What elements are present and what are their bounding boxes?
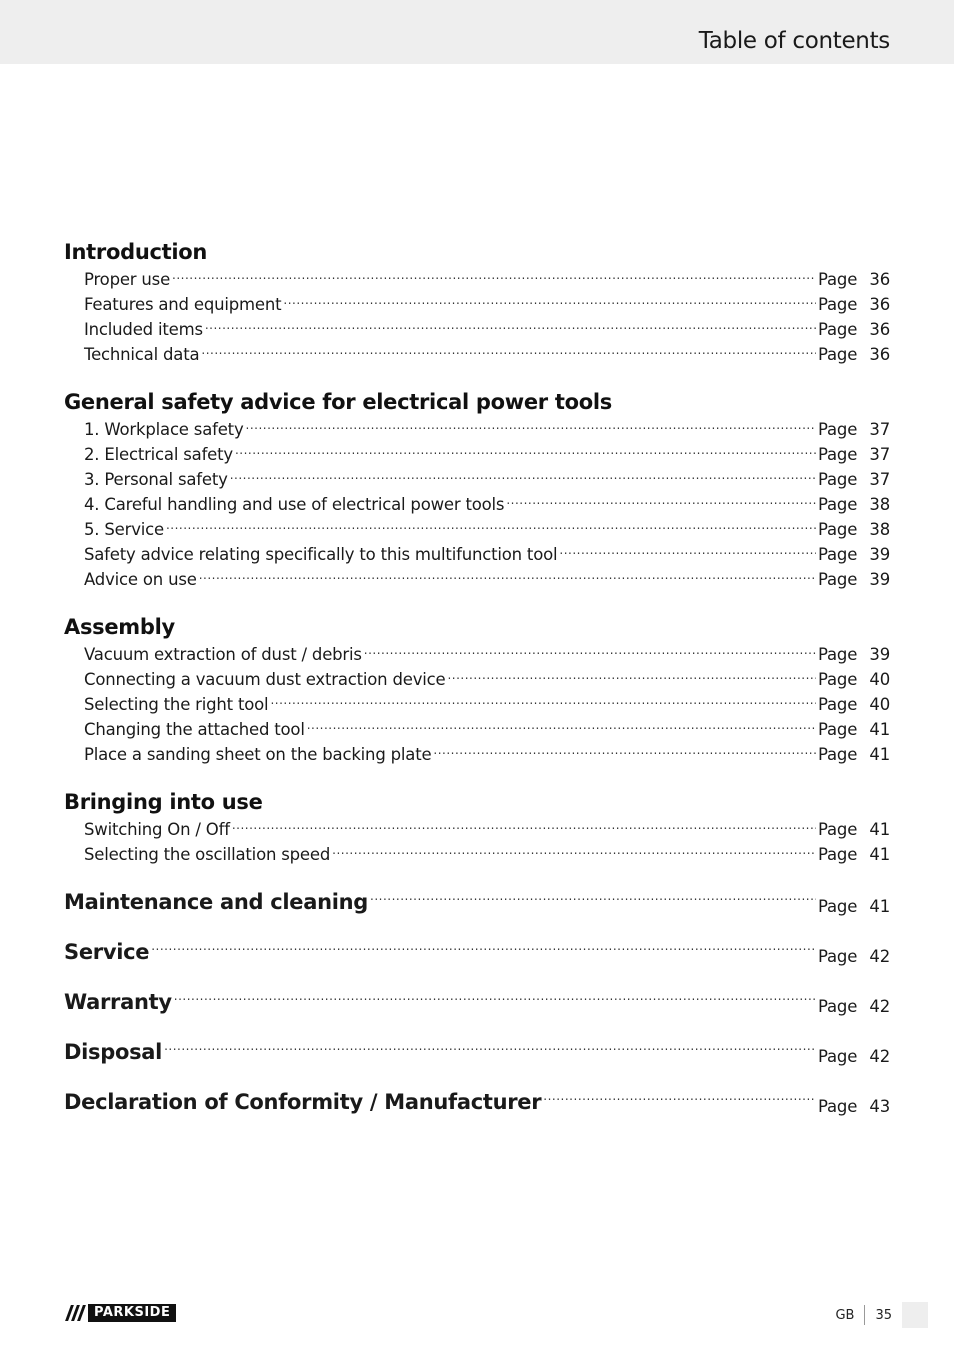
page-number: 41 [869,720,890,739]
dot-leader [283,288,816,313]
dot-leader [543,1081,816,1111]
page-number: 42 [869,947,890,966]
dot-leader [172,263,816,288]
page-word: Page [818,495,858,514]
dot-leader [364,638,816,663]
dot-leader [201,338,816,363]
page-number: 36 [869,345,890,364]
toc-entry[interactable] [64,987,890,1017]
page-number: 38 [869,520,890,539]
entry-label: Changing the attached tool [84,720,305,739]
dot-leader [230,463,816,488]
page-ref [818,944,890,969]
page-number: 42 [869,997,890,1016]
page-ref [818,817,890,842]
page-ref [818,467,890,492]
page-number: 39 [869,570,890,589]
page-number: 42 [869,1047,890,1066]
page-word: Page [818,670,858,689]
dot-leader [232,813,816,838]
page-number: 37 [869,445,890,464]
section-title: Bringing into use [64,790,263,814]
page-number: 36 [869,270,890,289]
dot-leader [270,688,816,713]
dot-leader [433,738,816,763]
dot-leader [559,538,816,563]
page-number: 36 [869,320,890,339]
toc-entry[interactable] [64,567,890,592]
table-of-contents [64,237,890,1137]
parkside-logo [66,1304,176,1322]
dot-leader [199,563,816,588]
toc-entry[interactable] [64,887,890,917]
language-code: GB [835,1307,855,1323]
page-word: Page [818,820,858,839]
page-ref [818,542,890,567]
footer-tab-box [902,1302,928,1328]
page-number: 36 [869,295,890,314]
dot-leader [235,438,816,463]
section-title: Introduction [64,240,208,264]
page-number: 40 [869,695,890,714]
page-ref [818,567,890,592]
entry-label: Features and equipment [84,295,282,314]
page-word: Page [818,420,858,439]
entry-label: 4. Careful handling and use of electrical power tools [84,495,505,514]
page-word: Page [818,570,858,589]
page-ref [818,1044,890,1069]
page-ref [818,642,890,667]
page-ref [818,842,890,867]
entry-label: Switching On / Off [84,820,230,839]
page-number: 41 [869,745,890,764]
page-word: Page [818,320,858,339]
page-ref [818,342,890,367]
section-title: General safety advice for electrical power tools [64,390,612,414]
dot-leader [205,313,816,338]
page-word: Page [818,897,858,916]
entry-label: Included items [84,320,203,339]
dot-leader [307,713,816,738]
page-number-footer: 35 [875,1307,892,1323]
page-word: Page [818,997,858,1016]
section-title: Service [64,940,150,964]
page-number: 39 [869,545,890,564]
page-number: 40 [869,670,890,689]
page-number: 41 [869,820,890,839]
page-ref [818,894,890,919]
toc-entry[interactable] [64,1037,890,1067]
toc-entry[interactable] [64,937,890,967]
page-word: Page [818,520,858,539]
toc-section-introduction [64,237,890,367]
entry-label: Safety advice relating specifically to this multifunction tool [84,545,558,564]
entry-label: Selecting the right tool [84,695,269,714]
entry-label: Proper use [84,270,171,289]
page-number: 41 [869,897,890,916]
page-ref [818,492,890,517]
page-word: Page [818,1047,858,1066]
page-word: Page [818,1097,858,1116]
section-title: Maintenance and cleaning [64,890,369,914]
page-word: Page [818,345,858,364]
entry-label: 2. Electrical safety [84,445,233,464]
dot-leader [370,881,816,911]
page-ref [818,717,890,742]
dot-leader [151,931,816,961]
page-title: Table of contents [698,28,890,54]
page-ref [818,517,890,542]
page-word: Page [818,645,858,664]
dot-leader [164,1031,816,1061]
toc-section-assembly [64,612,890,767]
page-word: Page [818,695,858,714]
page-ref [818,994,890,1019]
page-number: 43 [869,1097,890,1116]
page-word: Page [818,947,858,966]
toc-section-warranty [64,987,890,1017]
page-number: 39 [869,645,890,664]
toc-section-service [64,937,890,967]
page-number: 38 [869,495,890,514]
toc-entry[interactable] [64,842,890,867]
dot-leader [506,488,816,513]
entry-label: Technical data [84,345,200,364]
toc-entry[interactable] [64,742,890,767]
entry-label: Advice on use [84,570,197,589]
page-word: Page [818,720,858,739]
entry-label: Place a sanding sheet on the backing plate [84,745,432,764]
section-title: Disposal [64,1040,163,1064]
toc-section-disposal [64,1037,890,1067]
section-title: Declaration of Conformity / Manufacturer [64,1090,542,1114]
page-ref [818,742,890,767]
brand-name: PARKSIDE [88,1304,176,1322]
header-band [0,0,954,64]
page-word: Page [818,295,858,314]
section-title: Warranty [64,990,172,1014]
page-word: Page [818,470,858,489]
page-word: Page [818,445,858,464]
page-word: Page [818,545,858,564]
parkside-slashes-icon [66,1304,88,1322]
toc-section-declaration [64,1087,890,1117]
dot-leader [447,663,816,688]
entry-label: 3. Personal safety [84,470,228,489]
toc-section-safety [64,387,890,592]
page-number: 37 [869,470,890,489]
page-ref [818,292,890,317]
entry-label: Selecting the oscillation speed [84,845,331,864]
page-number: 41 [869,845,890,864]
toc-section-maintenance [64,887,890,917]
page-word: Page [818,270,858,289]
page-ref [818,1094,890,1119]
page-word: Page [818,845,858,864]
dot-leader [166,513,816,538]
entry-label: Vacuum extraction of dust / debris [84,645,362,664]
toc-section-bringing-into-use [64,787,890,867]
entry-label: Connecting a vacuum dust extraction device [84,670,446,689]
page-ref [818,417,890,442]
dot-leader [246,413,816,438]
page-number: 37 [869,420,890,439]
entry-label: 1. Workplace safety [84,420,244,439]
entry-label: 5. Service [84,520,164,539]
page-ref [818,667,890,692]
toc-entry[interactable] [64,342,890,367]
page-ref [818,692,890,717]
page-ref [818,267,890,292]
section-title: Assembly [64,615,175,639]
page-word: Page [818,745,858,764]
dot-leader [174,981,816,1011]
page-footer [835,1302,928,1328]
dot-leader [332,838,816,863]
page-ref [818,317,890,342]
toc-entry[interactable] [64,1087,890,1117]
page-ref [818,442,890,467]
